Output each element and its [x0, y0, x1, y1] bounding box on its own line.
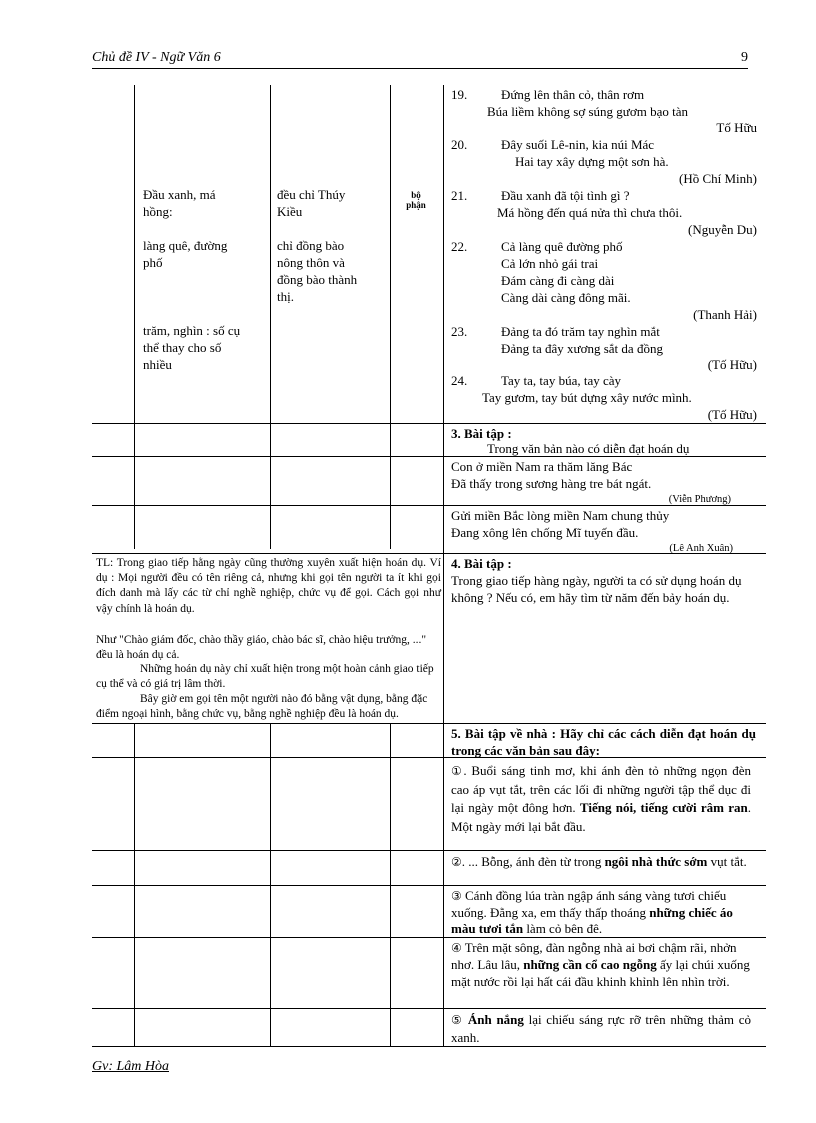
tl-paragraph-1: TL: Trong giao tiếp hằng ngày cũng thường xuyên xuất hiện hoán dụ. Ví dụ : Mọi người đều có tên riêng cả, nhưng khi gọi tên người ta ít khi gọi đích danh mà lấy các từ chỉ nghề nghiệp, chức vụ để gọi. Cách gọi như vậy chính là hoán dụ. — [96, 557, 441, 615]
item-text: Trên mặt sông, đàn ngỗng nhà ai bơi chậm rãi, nhởn nhơ. Lâu lâu, — [451, 940, 737, 972]
example-line: Má hồng đến quá nửa thì chưa thôi. — [497, 205, 683, 220]
footer-teacher: Gv: Lâm Hòa — [92, 1059, 169, 1074]
example-line: Đứng lên thân cỏ, thân rơm — [501, 87, 645, 102]
exercise-5-item-4 — [451, 940, 751, 990]
exercise-5-item-5 — [451, 1011, 751, 1046]
item-text: ấy lại chúi xuống mặt nước rồi lại hất cái đầu khinh khỉnh lên nhìn trời. — [451, 956, 750, 989]
example-line: Tay gươm, tay bút dựng xây nước mình. — [482, 390, 692, 405]
exercise-5-item-3 — [451, 888, 751, 938]
col4-text-2: phận — [406, 200, 426, 210]
col2-text-1: Đầu xanh, má — [143, 187, 216, 202]
col3-text-4: nông thôn và — [277, 255, 345, 270]
example-line: Đây suối Lê-nin, kia núi Mác — [501, 137, 655, 152]
col3-text-3: chỉ đồng bào — [277, 238, 345, 253]
exercise-5-item-2 — [451, 853, 751, 871]
item-bold-text: những chiếc áo màu tươi tắn — [451, 904, 733, 936]
exercise-5-title-prefix: 5. Bài tập về nhà : — [451, 726, 561, 741]
col2-text-7: nhiều — [143, 357, 172, 372]
exercise-5-title — [451, 726, 756, 759]
col2-text-5: trăm, nghìn : số cụ — [143, 323, 241, 338]
example-number: 21. — [451, 188, 468, 203]
tl-paragraph-2: Như "Chào giám đốc, chào thầy giáo, chào bác sĩ, chào hiệu trưởng, ..." đều là hoán dụ cả. — [96, 634, 427, 662]
poem-line: Gửi miền Bắc lòng miền Nam chung thủy — [451, 508, 670, 523]
circled-five-icon: ⑤ — [451, 1013, 464, 1027]
example-line: Càng dài càng đông mãi. — [501, 290, 631, 305]
example-line: Đảng ta đây xương sắt da đồng — [501, 341, 663, 356]
col2-text-6: thể thay cho số — [143, 340, 222, 355]
circled-one-icon: ① — [451, 764, 464, 778]
example-number: 24. — [451, 373, 468, 388]
poem-line: Đã thấy trong sương hàng tre bát ngát. — [451, 476, 652, 491]
exercise-4-title: 4. Bài tập : — [451, 556, 512, 571]
example-author: Tố Hữu — [716, 120, 757, 135]
example-line: Tay ta, tay búa, tay cày — [501, 373, 622, 388]
circled-three-icon: ③ — [451, 889, 462, 903]
item-text: vụt tắt. — [707, 854, 747, 869]
example-line: Cả lớn nhỏ gái trai — [501, 256, 599, 271]
example-author: (Tố Hữu) — [707, 407, 757, 422]
item-text: làm cỏ bên đê. — [523, 921, 603, 936]
circled-two-icon: ② — [451, 855, 462, 869]
col2-text-3: làng quê, đường — [143, 238, 228, 253]
example-author: (Nguyễn Du) — [688, 222, 757, 237]
tl-paragraph-4: Bây giờ em gọi tên một người nào đó bằng vật dụng, bằng đặc điểm ngoại hình, bằng chức vụ, bằng nghề nghiệp đều là hoán dụ. — [96, 693, 428, 721]
example-number: 20. — [451, 137, 468, 152]
col3-text-5: đồng bào thành — [277, 272, 358, 287]
col2-text-2: hồng: — [143, 204, 173, 219]
circled-four-icon: ④ — [451, 941, 462, 955]
example-line: Đám càng đi càng dài — [501, 273, 615, 288]
exercise-3-prompt: Trong văn bản nào có diễn đạt hoán dụ — [487, 441, 690, 456]
example-line: Đầu xanh đã tội tình gì ? — [501, 188, 630, 203]
item-text: lại chiếu sáng rực rỡ trên những thảm cỏ xanh. — [451, 1012, 752, 1045]
example-line: Đảng ta đó trăm tay nghìn mắt — [501, 324, 660, 339]
page-number: 9 — [741, 50, 748, 65]
page-header — [92, 50, 748, 69]
example-number: 23. — [451, 324, 468, 339]
example-line: Búa liềm không sợ súng gươm bạo tàn — [487, 104, 688, 119]
item-text: Cánh đồng lúa tràn ngập ánh sáng vàng tươi chiếu xuống. Đằng xa, em thấy thấp thoáng — [451, 888, 727, 920]
item-bold-text: Tiếng nói, tiếng cười râm ran — [579, 800, 748, 815]
item-bold-text: những cần cổ cao ngỗng — [523, 956, 657, 972]
poem-author: (Lê Anh Xuân) — [669, 543, 733, 554]
col2-text-4: phố — [143, 255, 163, 270]
example-author: (Hồ Chí Minh) — [679, 171, 757, 186]
item-bold-text: Ánh nắng — [467, 1012, 524, 1027]
exercise-5-item-1 — [451, 762, 751, 836]
col3-text-6: thị. — [277, 289, 294, 304]
example-number: 19. — [451, 87, 468, 102]
col4-text-1: bộ — [411, 190, 421, 200]
example-author: (Tố Hữu) — [707, 357, 757, 372]
example-line: Cả làng quê đường phố — [501, 239, 623, 254]
tl-paragraph-3: Những hoán dụ này chỉ xuất hiện trong một hoàn cảnh giao tiếp cụ thể và có giá trị lâm thời. — [96, 663, 434, 691]
example-line: Hai tay xây dựng một sơn hà. — [515, 154, 669, 169]
poem-line: Đang xông lên chống Mĩ tuyến đầu. — [451, 525, 639, 540]
col3-text-1: đều chỉ Thúy — [277, 187, 346, 202]
poem-author: (Viễn Phương) — [668, 494, 731, 505]
col3-text-2: Kiều — [277, 204, 303, 219]
example-number: 22. — [451, 239, 468, 254]
item-text: . Một ngày mới lại bắt đầu. — [451, 800, 751, 834]
example-author: (Thanh Hải) — [693, 307, 757, 322]
document-title: Chủ đề IV - Ngữ Văn 6 — [92, 50, 221, 65]
item-text: . Buổi sáng tinh mơ, khi ánh đèn tỏ những ngọn đèn cao áp vụt tắt, trên các lối đi những người tập thể dục đi lại ngày một đông hơn. — [451, 763, 751, 815]
exercise-5-title-rest: Hãy chỉ các cách diễn đạt hoán dụ trong các văn bản sau đây: — [451, 726, 757, 758]
item-bold-text: ngôi nhà thức sớm — [604, 854, 708, 869]
exercise-3-title: 3. Bài tập : — [451, 426, 512, 441]
item-text: . ... Bỗng, ánh đèn từ trong — [461, 854, 605, 869]
poem-line: Con ở miền Nam ra thăm lăng Bác — [451, 459, 633, 474]
exercise-4-body: Trong giao tiếp hàng ngày, người ta có sử dụng hoán dụ không ? Nếu có, em hãy tìm từ năm đến bảy hoán dụ. — [451, 573, 742, 605]
